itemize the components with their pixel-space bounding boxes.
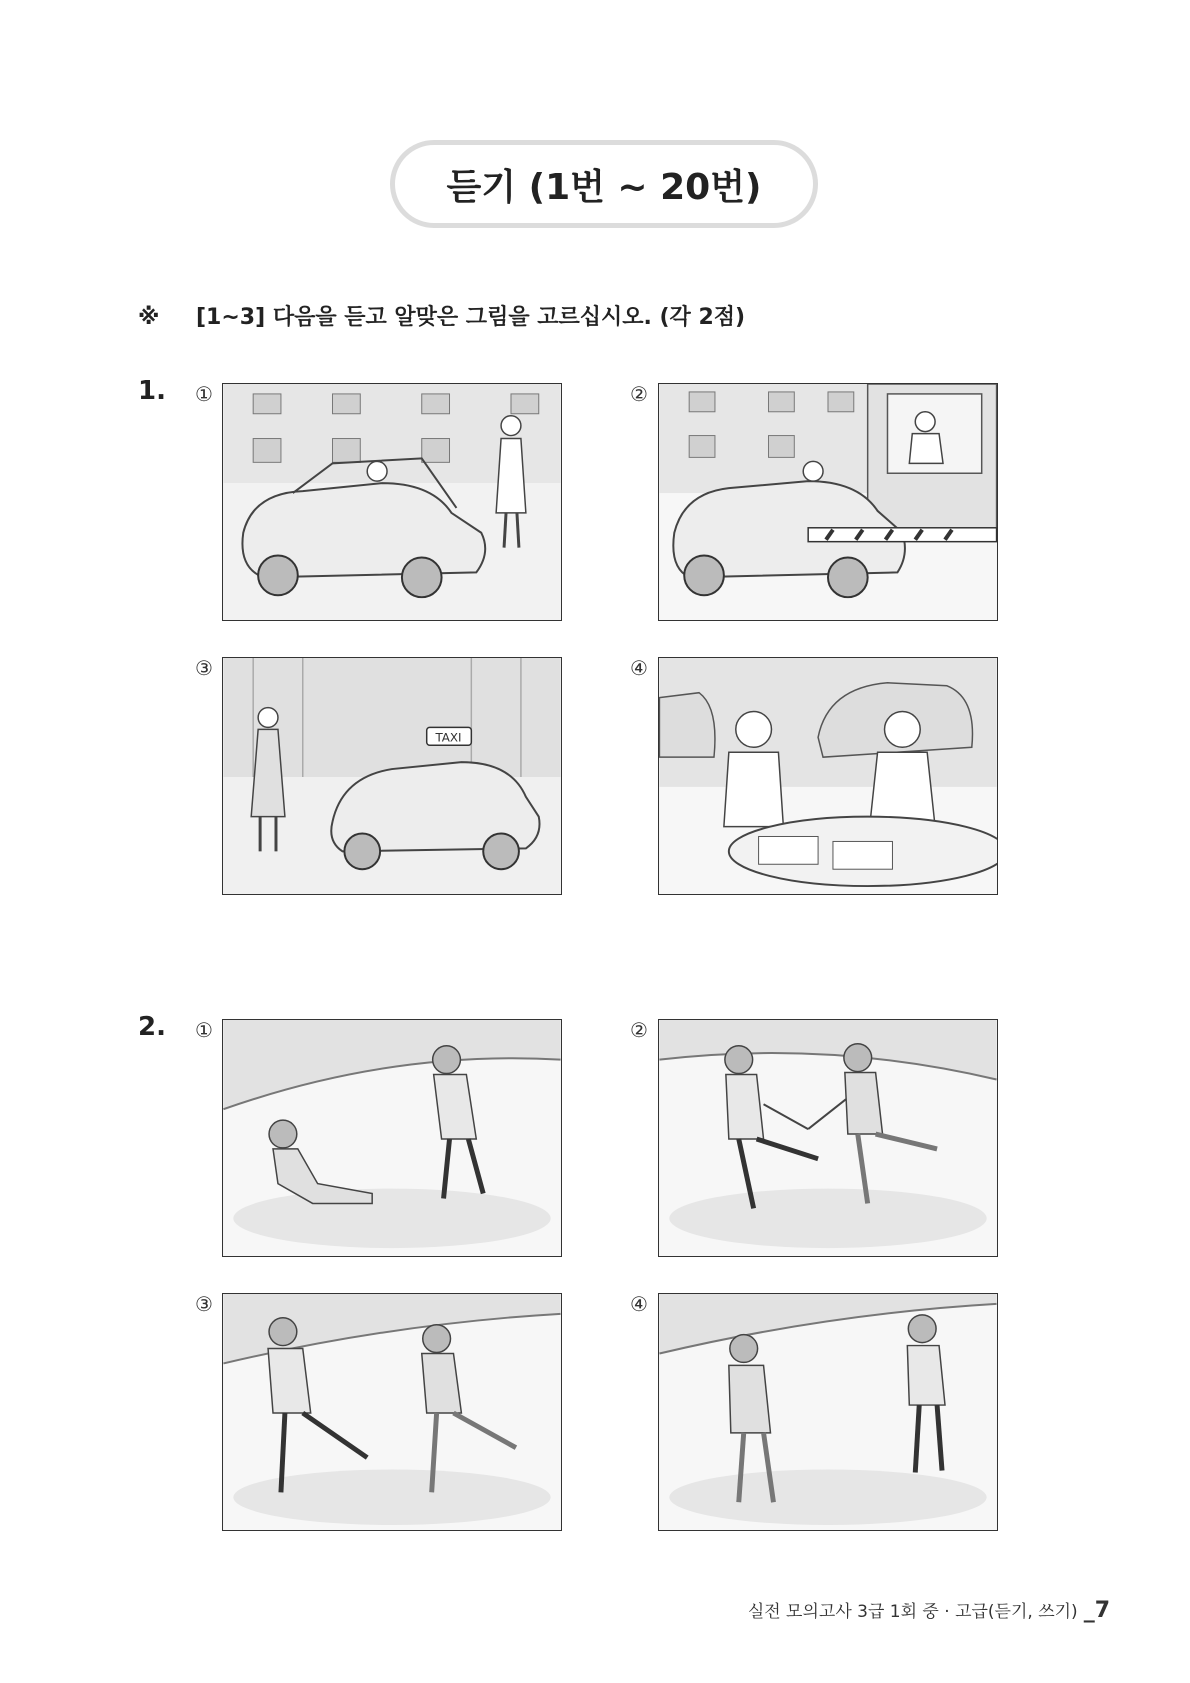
reference-mark: ※ bbox=[138, 305, 160, 330]
instruction-text: [1~3] 다음을 듣고 알맞은 그림을 고르십시오. (각 2점) bbox=[196, 305, 746, 330]
option-label[interactable]: ① bbox=[195, 382, 213, 406]
option-label[interactable]: ③ bbox=[195, 1292, 213, 1316]
page-footer bbox=[748, 1597, 1110, 1623]
option-label[interactable]: ③ bbox=[195, 656, 213, 680]
option-label[interactable]: ① bbox=[195, 1018, 213, 1042]
option-label[interactable]: ④ bbox=[630, 656, 648, 680]
option-label[interactable]: ② bbox=[630, 382, 648, 406]
car-greeting-illustration[interactable] bbox=[222, 383, 562, 621]
instruction bbox=[138, 300, 745, 331]
option-label[interactable]: ② bbox=[630, 1018, 648, 1042]
section-title: 듣기 (1번 ~ 20번) bbox=[390, 140, 818, 228]
page-number: _7 bbox=[1083, 1598, 1110, 1623]
question-number: 2. bbox=[138, 1012, 166, 1042]
svg-text:TAXI: TAXI bbox=[435, 730, 462, 745]
option-label[interactable]: ④ bbox=[630, 1292, 648, 1316]
footer-text: 실전 모의고사 3급 1회 중 · 고급(듣기, 쓰기) bbox=[747, 1602, 1078, 1622]
skaters-holding-hands-illustration[interactable] bbox=[658, 1019, 998, 1257]
skaters-apart-illustration[interactable] bbox=[658, 1293, 998, 1531]
taxi-hailing-illustration[interactable] bbox=[222, 657, 562, 895]
question-number: 1. bbox=[138, 376, 166, 406]
skaters-racing-illustration[interactable] bbox=[222, 1293, 562, 1531]
car-dealership-meeting-illustration[interactable] bbox=[658, 657, 998, 895]
skater-falling-illustration[interactable] bbox=[222, 1019, 562, 1257]
parking-booth-illustration[interactable] bbox=[658, 383, 998, 621]
